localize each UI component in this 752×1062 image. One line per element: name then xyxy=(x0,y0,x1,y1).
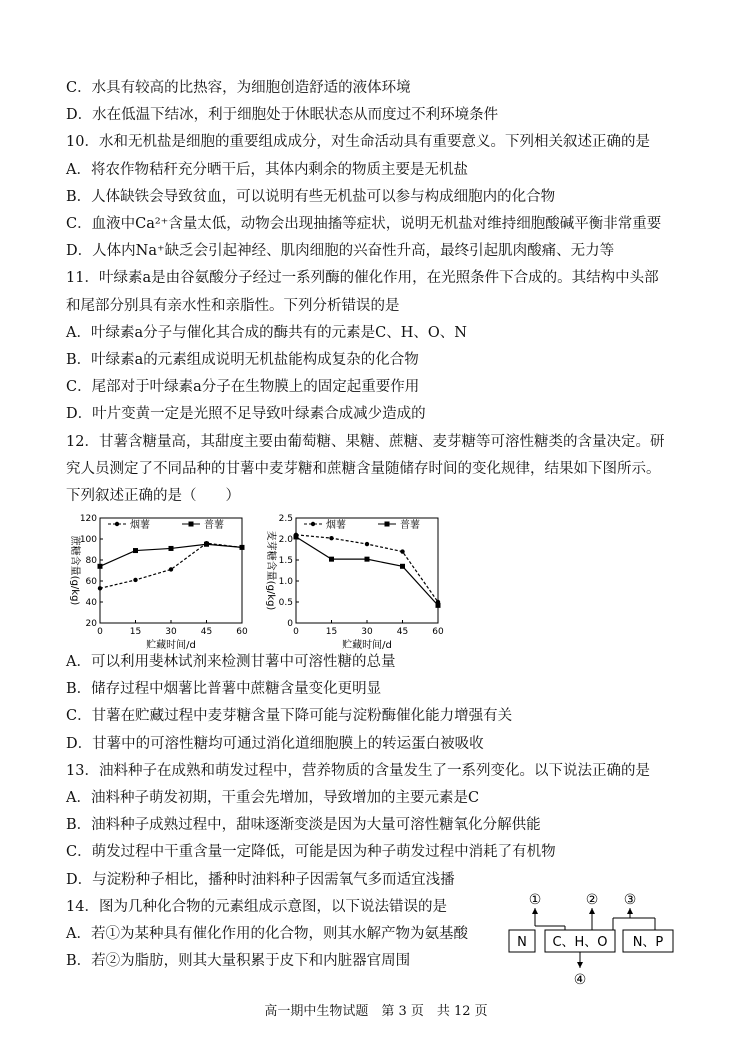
text-line: D．与淀粉种子相比，播种时油料种子因需氧气多而适宜浅播 xyxy=(66,871,455,888)
y-axis-label: 麦芽糖含量(g/kg) xyxy=(265,530,276,611)
text-line: C．水具有较高的比热容，为细胞创造舒适的液体环境 xyxy=(66,80,411,96)
data-point xyxy=(98,564,103,569)
text-line: 和尾部分别具有亲水性和亲脂性。下列分析错误的是 xyxy=(66,297,400,314)
text-line: B．人体缺铁会导致贫血，可以说明有些无机盐可以参与构成细胞内的化合物 xyxy=(66,188,556,205)
diagram-box-np-label: N、P xyxy=(632,935,664,950)
text-line: 14．图为几种化合物的元素组成示意图，以下说法错误的是 xyxy=(66,898,447,915)
y-tick-label: 1.5 xyxy=(278,556,293,566)
legend-marker xyxy=(385,522,390,527)
data-point xyxy=(329,536,333,540)
text-line: A．叶绿素a分子与催化其合成的酶共有的元素是C、H、O、N xyxy=(66,324,467,341)
maltose-chart xyxy=(256,508,456,650)
text-line: 下列叙述正确的是（ ） xyxy=(66,488,240,504)
data-point xyxy=(133,548,138,553)
y-tick-label: 20 xyxy=(85,619,97,629)
x-tick-label: 30 xyxy=(165,627,177,637)
legend-label: 烟薯 xyxy=(326,520,346,531)
y-tick-label: 2.5 xyxy=(278,514,293,524)
x-tick-label: 0 xyxy=(293,627,299,637)
diagram-label-3: ③ xyxy=(623,892,637,908)
y-axis-label: 蔗糖含量(g/kg) xyxy=(69,535,80,606)
text-line: A．可以利用斐林试剂来检测甘薯中可溶性糖的总量 xyxy=(66,654,396,670)
page-footer: 高一期中生物试题 第 3 页 共 12 页 xyxy=(264,1004,488,1019)
data-point xyxy=(329,557,334,562)
text-line: B．若②为脂肪，则其大量积累于皮下和内脏器官周围 xyxy=(66,953,411,970)
data-point xyxy=(365,557,370,562)
text-line: D．甘薯中的可溶性糖均可通过消化道细胞膜上的转运蛋白被吸收 xyxy=(66,735,484,752)
x-tick-label: 15 xyxy=(129,627,142,637)
y-tick-label: 1.0 xyxy=(278,577,293,587)
legend-label: 烟薯 xyxy=(130,520,150,531)
data-point xyxy=(294,534,299,539)
x-axis-label: 贮藏时间/d xyxy=(342,640,392,650)
y-tick-label: 60 xyxy=(85,577,97,587)
x-tick-label: 30 xyxy=(361,627,373,637)
text-line: A．油料种子萌发初期，干重会先增加，导致增加的主要元素是C xyxy=(66,790,480,806)
text-line: 13．油料种子在成熟和萌发过程中，营养物质的含量发生了一系列变化。以下说法正确的是 xyxy=(66,762,650,779)
sucrose-chart xyxy=(60,508,260,650)
legend-label: 普薯 xyxy=(400,520,420,531)
x-tick-label: 60 xyxy=(236,627,248,637)
text-line: C．血液中Ca²⁺含量太低，动物会出现抽搐等症状，说明无机盐对维持细胞酸碱平衡非常重要 xyxy=(66,216,662,232)
legend-marker xyxy=(311,522,315,526)
x-tick-label: 0 xyxy=(97,627,103,637)
data-point xyxy=(169,546,174,551)
text-line: 10．水和无机盐是细胞的重要组成成分，对生命活动具有重要意义。下列相关叙述正确的是 xyxy=(66,134,650,151)
text-line: 11．叶绿素a是由谷氨酸分子经过一系列酶的催化作用，在光照条件下合成的。其结构中头部 xyxy=(66,270,659,287)
y-tick-label: 2.0 xyxy=(278,535,293,545)
x-axis-label: 贮藏时间/d xyxy=(146,640,196,650)
text-line: D．人体内Na⁺缺乏会引起神经、肌肉细胞的兴奋性升高，最终引起肌肉酸痛、无力等 xyxy=(66,243,615,260)
y-tick-label: 40 xyxy=(85,598,97,608)
diagram-label-1: ① xyxy=(528,892,542,908)
y-tick-label: 80 xyxy=(85,556,97,566)
data-point xyxy=(133,578,137,582)
text-line: A．若①为某种具有催化作用的化合物，则其水解产物为氨基酸 xyxy=(66,926,468,942)
diagram-box-cho-label: C、H、O xyxy=(552,935,608,950)
text-line: 12．甘薯含糖量高，其甜度主要由葡萄糖、果糖、蔗糖、麦芽糖等可溶性糖类的含量决定。研 xyxy=(66,433,665,450)
x-tick-label: 45 xyxy=(200,627,213,637)
data-point xyxy=(204,542,209,547)
y-tick-label: 0 xyxy=(287,619,293,629)
data-point xyxy=(400,549,404,553)
text-line: C．萌发过程中干重含量一定降低，可能是因为种子萌发过程中消耗了有机物 xyxy=(66,844,556,861)
text-line: C．甘薯在贮藏过程中麦芽糖含量下降可能与淀粉酶催化能力增强有关 xyxy=(66,708,513,725)
data-point xyxy=(240,545,245,550)
data-point xyxy=(169,567,173,571)
text-line: A．将农作物秸秆充分晒干后，其体内剩余的物质主要是无机盐 xyxy=(66,161,468,178)
text-line: B．油料种子成熟过程中，甜味逐渐变淡是因为大量可溶性糖氧化分解供能 xyxy=(66,817,541,834)
y-tick-label: 100 xyxy=(79,535,97,545)
diagram-label-2: ② xyxy=(585,892,599,908)
data-point xyxy=(365,542,369,546)
text-line: C．尾部对于叶绿素a分子在生物膜上的固定起重要作用 xyxy=(66,379,420,396)
element-composition-diagram xyxy=(505,888,695,988)
text-line: D．水在低温下结冰，利于细胞处于休眠状态从而度过不利环境条件 xyxy=(66,107,499,124)
text-line: D．叶片变黄一定是光照不足导致叶绿素合成减少造成的 xyxy=(66,406,426,423)
y-tick-label: 120 xyxy=(79,514,97,524)
x-tick-label: 15 xyxy=(325,627,338,637)
x-tick-label: 45 xyxy=(396,627,409,637)
diagram-box-n-label: N xyxy=(517,935,527,950)
data-point xyxy=(400,564,405,569)
legend-label: 普薯 xyxy=(204,520,224,531)
plot-frame xyxy=(296,518,438,623)
text-line: B．储存过程中烟薯比普薯中蔗糖含量变化更明显 xyxy=(66,681,382,698)
diagram-label-4: ④ xyxy=(573,972,587,988)
legend-marker xyxy=(115,522,119,526)
data-point xyxy=(436,603,441,608)
legend-marker xyxy=(189,522,194,527)
text-line: B．叶绿素a的元素组成说明无机盐能构成复杂的化合物 xyxy=(66,352,419,368)
y-tick-label: 0.5 xyxy=(278,598,293,608)
x-tick-label: 60 xyxy=(432,627,444,637)
text-line: 究人员测定了不同品种的甘薯中麦芽糖和蔗糖含量随储存时间的变化规律，结果如下图所示。 xyxy=(66,460,661,477)
data-point xyxy=(98,586,102,590)
